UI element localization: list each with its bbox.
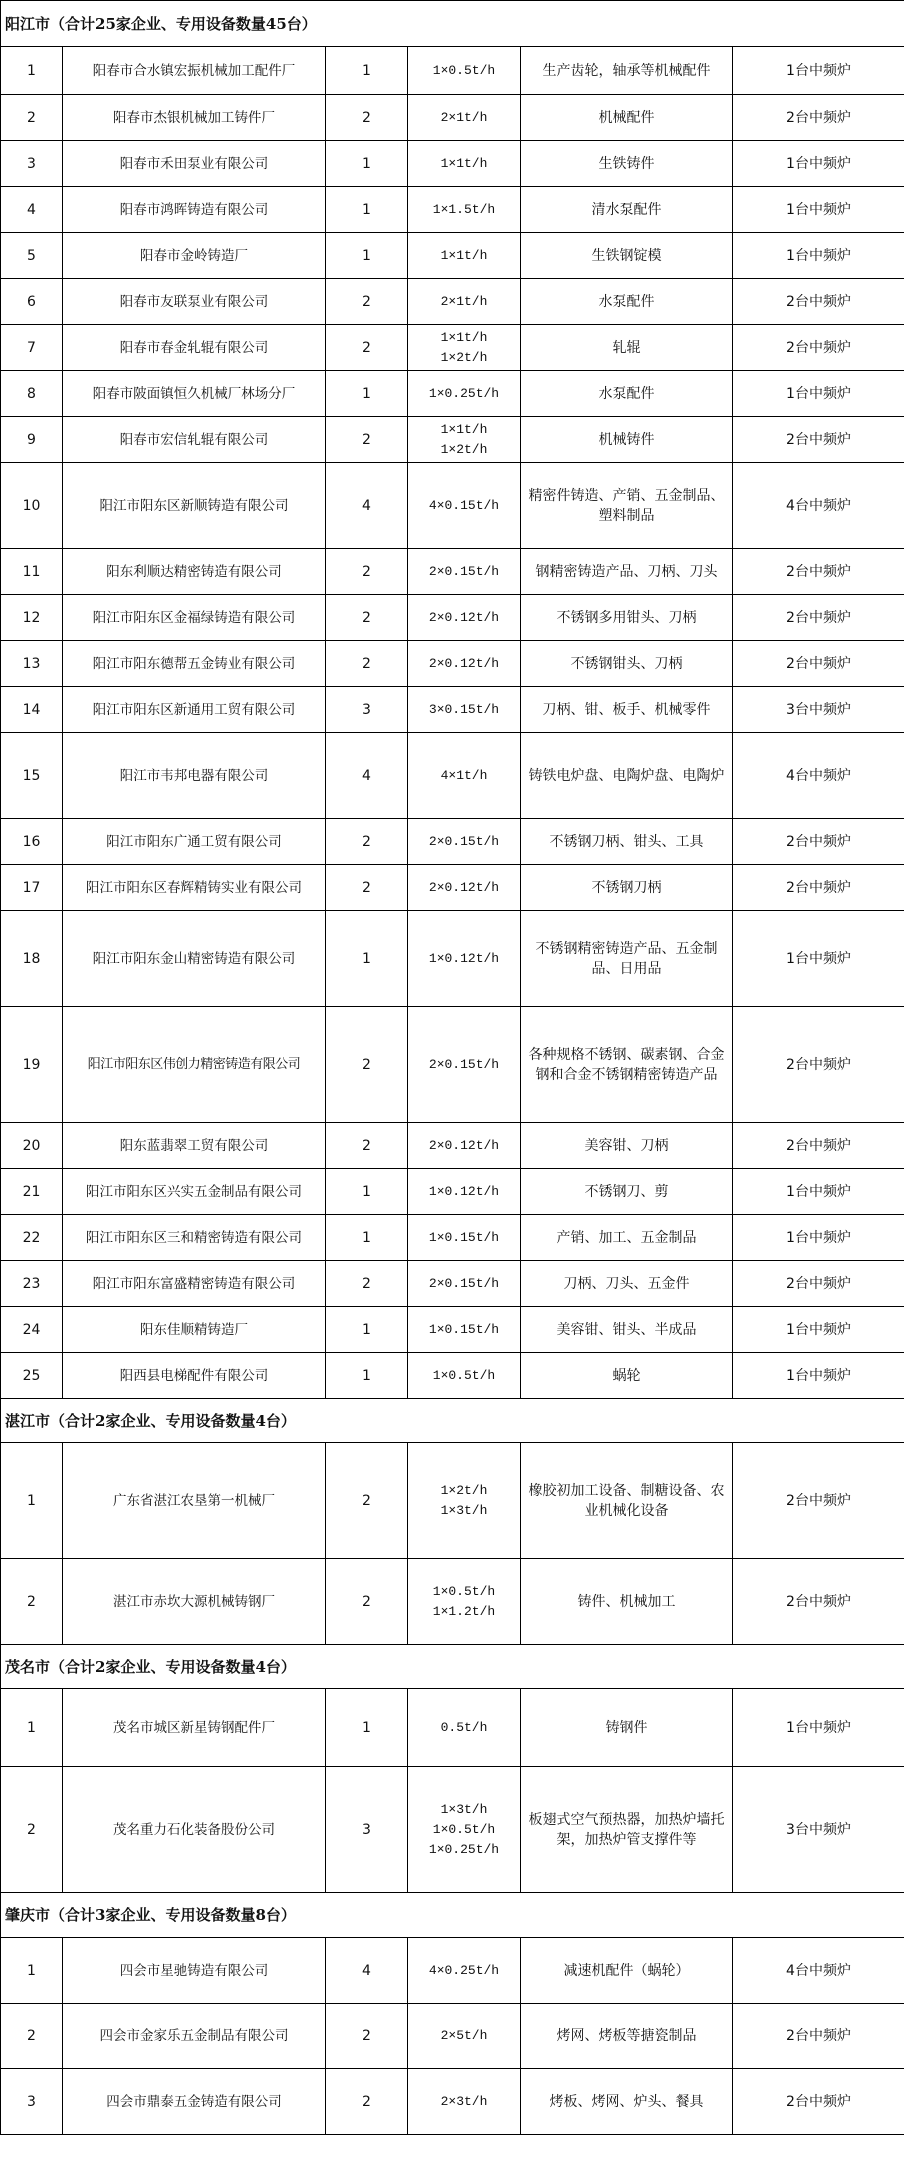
equipment-count: 2 — [326, 549, 408, 595]
equipment-spec — [408, 641, 521, 687]
product-description: 铸铁电炉盘、电陶炉盘、电陶炉 — [521, 733, 733, 819]
company-name: 阳东佳顺精铸造厂 — [63, 1307, 326, 1353]
furnace-type: 1台中频炉 — [733, 233, 904, 279]
company-name: 茂名市城区新星铸钢配件厂 — [63, 1689, 326, 1767]
product-description: 不锈钢刀柄、钳头、工具 — [521, 819, 733, 865]
section-header-row — [1, 1399, 904, 1443]
company-name: 阳江市阳东区兴实五金制品有限公司 — [63, 1169, 326, 1215]
equipment-spec — [408, 1353, 521, 1399]
spec-line: 1×2t/h — [440, 1482, 488, 1498]
equipment-spec — [408, 1123, 521, 1169]
spec-line: 1×0.5t/h — [432, 1367, 496, 1383]
table-row — [1, 417, 904, 463]
spec-line: 1×0.12t/h — [428, 950, 500, 966]
spec-line: 1×0.25t/h — [428, 385, 500, 401]
furnace-type: 2台中频炉 — [733, 2004, 904, 2069]
row-number: 11 — [1, 549, 63, 595]
row-number: 2 — [1, 2004, 63, 2069]
product-description: 烤板、烤网、炉头、餐具 — [521, 2069, 733, 2135]
spec-line: 2×1t/h — [440, 109, 488, 125]
furnace-type: 1台中频炉 — [733, 371, 904, 417]
table-row — [1, 463, 904, 549]
product-description: 机械配件 — [521, 95, 733, 141]
table-row — [1, 1559, 904, 1645]
furnace-type: 4台中频炉 — [733, 463, 904, 549]
product-description: 美容钳、钳头、半成品 — [521, 1307, 733, 1353]
row-number: 24 — [1, 1307, 63, 1353]
company-name: 阳东利顺达精密铸造有限公司 — [63, 549, 326, 595]
equipment-spec — [408, 187, 521, 233]
equipment-spec — [408, 279, 521, 325]
company-name: 茂名重力石化装备股份公司 — [63, 1767, 326, 1893]
table-row — [1, 47, 904, 95]
equipment-spec — [408, 417, 521, 463]
furnace-type: 2台中频炉 — [733, 1559, 904, 1645]
section-title: 茂名市（合计2家企业、专用设备数量4台） — [1, 1645, 904, 1689]
table-row — [1, 1353, 904, 1399]
furnace-type: 2台中频炉 — [733, 2069, 904, 2135]
equipment-count: 1 — [326, 911, 408, 1007]
equipment-spec — [408, 595, 521, 641]
spec-line: 2×0.15t/h — [428, 1056, 500, 1072]
company-name: 四会市金家乐五金制品有限公司 — [63, 2004, 326, 2069]
furnace-type: 2台中频炉 — [733, 865, 904, 911]
equipment-count: 4 — [326, 463, 408, 549]
company-name: 阳春市金岭铸造厂 — [63, 233, 326, 279]
equipment-spec — [408, 1007, 521, 1123]
row-number: 18 — [1, 911, 63, 1007]
spec-line: 1×0.15t/h — [428, 1321, 500, 1337]
furnace-type: 1台中频炉 — [733, 141, 904, 187]
row-number: 23 — [1, 1261, 63, 1307]
spec-line: 2×0.15t/h — [428, 1275, 500, 1291]
product-description: 减速机配件（蜗轮） — [521, 1938, 733, 2004]
equipment-spec — [408, 865, 521, 911]
table-row — [1, 279, 904, 325]
product-description: 美容钳、刀柄 — [521, 1123, 733, 1169]
row-number: 17 — [1, 865, 63, 911]
equipment-count: 2 — [326, 819, 408, 865]
equipment-spec — [408, 325, 521, 371]
equipment-spec — [408, 1689, 521, 1767]
product-description: 水泵配件 — [521, 279, 733, 325]
product-description: 蜗轮 — [521, 1353, 733, 1399]
equipment-count: 2 — [326, 417, 408, 463]
spec-line: 1×3t/h — [440, 1801, 488, 1817]
product-description: 水泵配件 — [521, 371, 733, 417]
product-description: 铸件、机械加工 — [521, 1559, 733, 1645]
company-name: 阳西县电梯配件有限公司 — [63, 1353, 326, 1399]
spec-line: 1×0.5t/h — [432, 1583, 496, 1599]
table-row — [1, 641, 904, 687]
row-number: 14 — [1, 687, 63, 733]
equipment-spec — [408, 911, 521, 1007]
equipment-count: 2 — [326, 641, 408, 687]
equipment-count: 2 — [326, 279, 408, 325]
row-number: 15 — [1, 733, 63, 819]
furnace-type: 2台中频炉 — [733, 417, 904, 463]
company-name: 阳春市宏信轧辊有限公司 — [63, 417, 326, 463]
company-name: 阳春市合水镇宏振机械加工配件厂 — [63, 47, 326, 95]
furnace-type: 1台中频炉 — [733, 47, 904, 95]
equipment-count: 3 — [326, 687, 408, 733]
equipment-spec — [408, 463, 521, 549]
equipment-count: 2 — [326, 1443, 408, 1559]
section-header-row — [1, 1, 904, 47]
equipment-count: 1 — [326, 1353, 408, 1399]
company-name: 阳江市阳东区春辉精铸实业有限公司 — [63, 865, 326, 911]
company-name: 阳江市阳东区新通用工贸有限公司 — [63, 687, 326, 733]
company-name: 阳春市陂面镇恒久机械厂林场分厂 — [63, 371, 326, 417]
equipment-spec — [408, 1169, 521, 1215]
furnace-type: 2台中频炉 — [733, 1123, 904, 1169]
row-number: 16 — [1, 819, 63, 865]
table-row — [1, 325, 904, 371]
row-number: 1 — [1, 1689, 63, 1767]
furnace-type: 1台中频炉 — [733, 1689, 904, 1767]
equipment-count: 2 — [326, 2069, 408, 2135]
furnace-type: 2台中频炉 — [733, 95, 904, 141]
company-name: 四会市鼎泰五金铸造有限公司 — [63, 2069, 326, 2135]
table-row — [1, 1007, 904, 1123]
product-description: 轧辊 — [521, 325, 733, 371]
equipment-count: 2 — [326, 325, 408, 371]
row-number: 22 — [1, 1215, 63, 1261]
equipment-count: 2 — [326, 2004, 408, 2069]
equipment-count: 2 — [326, 1559, 408, 1645]
row-number: 7 — [1, 325, 63, 371]
row-number: 8 — [1, 371, 63, 417]
furnace-type: 1台中频炉 — [733, 1169, 904, 1215]
equipment-spec — [408, 1215, 521, 1261]
spec-line: 2×1t/h — [440, 293, 488, 309]
company-name: 阳春市友联泵业有限公司 — [63, 279, 326, 325]
row-number: 20 — [1, 1123, 63, 1169]
furnace-type: 1台中频炉 — [733, 911, 904, 1007]
row-number: 6 — [1, 279, 63, 325]
spec-line: 3×0.15t/h — [428, 701, 500, 717]
company-name: 阳江市阳东广通工贸有限公司 — [63, 819, 326, 865]
company-name: 阳江市阳东区伟创力精密铸造有限公司 — [63, 1007, 326, 1123]
company-name: 阳春市鸿晖铸造有限公司 — [63, 187, 326, 233]
spec-line: 1×0.12t/h — [428, 1183, 500, 1199]
table-row — [1, 1767, 904, 1893]
company-name: 阳春市春金轧辊有限公司 — [63, 325, 326, 371]
equipment-count: 1 — [326, 1215, 408, 1261]
spec-line: 2×0.12t/h — [428, 609, 500, 625]
equipment-count: 1 — [326, 47, 408, 95]
furnace-type: 2台中频炉 — [733, 1443, 904, 1559]
table-row — [1, 141, 904, 187]
equipment-spec — [408, 819, 521, 865]
furnace-type: 2台中频炉 — [733, 1007, 904, 1123]
product-description: 烤网、烤板等搪瓷制品 — [521, 2004, 733, 2069]
equipment-count: 1 — [326, 187, 408, 233]
spec-line: 1×1t/h — [440, 329, 488, 345]
product-description: 钢精密铸造产品、刀柄、刀头 — [521, 549, 733, 595]
equipment-spec — [408, 1261, 521, 1307]
product-description: 生产齿轮，轴承等机械配件 — [521, 47, 733, 95]
equipment-spec — [408, 1307, 521, 1353]
company-name: 阳春市杰银机械加工铸件厂 — [63, 95, 326, 141]
furnace-type: 2台中频炉 — [733, 819, 904, 865]
furnace-type: 1台中频炉 — [733, 1215, 904, 1261]
product-description: 生铁钢锭模 — [521, 233, 733, 279]
section-title: 湛江市（合计2家企业、专用设备数量4台） — [1, 1399, 904, 1443]
row-number: 25 — [1, 1353, 63, 1399]
spec-line: 0.5t/h — [440, 1719, 488, 1735]
company-name: 阳江市阳东金山精密铸造有限公司 — [63, 911, 326, 1007]
product-description: 不锈钢刀柄 — [521, 865, 733, 911]
equipment-count: 1 — [326, 233, 408, 279]
table-row — [1, 911, 904, 1007]
product-description: 刀柄、钳、板手、机械零件 — [521, 687, 733, 733]
company-name: 四会市星驰铸造有限公司 — [63, 1938, 326, 2004]
furnace-type: 3台中频炉 — [733, 1767, 904, 1893]
company-name: 阳春市禾田泵业有限公司 — [63, 141, 326, 187]
equipment-spec — [408, 1938, 521, 2004]
row-number: 12 — [1, 595, 63, 641]
product-description: 清水泵配件 — [521, 187, 733, 233]
spec-line: 2×0.12t/h — [428, 655, 500, 671]
furnace-type: 2台中频炉 — [733, 641, 904, 687]
spec-line: 2×0.12t/h — [428, 879, 500, 895]
table-row — [1, 1938, 904, 2004]
row-number: 2 — [1, 1559, 63, 1645]
spec-line: 4×0.25t/h — [428, 1962, 500, 1978]
equipment-count: 1 — [326, 1689, 408, 1767]
section-title: 肇庆市（合计3家企业、专用设备数量8台） — [1, 1893, 904, 1938]
equipment-spec — [408, 1559, 521, 1645]
equipment-count: 1 — [326, 371, 408, 417]
spec-line: 1×2t/h — [440, 441, 488, 457]
product-description: 刀柄、刀头、五金件 — [521, 1261, 733, 1307]
equipment-count: 2 — [326, 1261, 408, 1307]
product-description: 铸钢件 — [521, 1689, 733, 1767]
row-number: 1 — [1, 1443, 63, 1559]
company-name: 阳江市阳东区金福绿铸造有限公司 — [63, 595, 326, 641]
spec-line: 4×1t/h — [440, 767, 488, 783]
row-number: 2 — [1, 1767, 63, 1893]
spec-line: 1×3t/h — [440, 1502, 488, 1518]
section-header-row — [1, 1893, 904, 1938]
table-row — [1, 1169, 904, 1215]
row-number: 2 — [1, 95, 63, 141]
table-row — [1, 95, 904, 141]
equipment-spec — [408, 233, 521, 279]
table-row — [1, 1689, 904, 1767]
table-row — [1, 549, 904, 595]
spec-line: 2×0.15t/h — [428, 833, 500, 849]
furnace-type: 2台中频炉 — [733, 549, 904, 595]
product-description: 不锈钢钳头、刀柄 — [521, 641, 733, 687]
company-name: 湛江市赤坎大源机械铸钢厂 — [63, 1559, 326, 1645]
equipment-spec — [408, 2069, 521, 2135]
equipment-spec — [408, 1767, 521, 1893]
spec-line: 1×1t/h — [440, 421, 488, 437]
spec-line: 1×0.25t/h — [428, 1841, 500, 1857]
equipment-count: 2 — [326, 865, 408, 911]
spec-line: 1×2t/h — [440, 349, 488, 365]
row-number: 3 — [1, 141, 63, 187]
row-number: 4 — [1, 187, 63, 233]
table-row — [1, 733, 904, 819]
spec-line: 1×0.5t/h — [432, 1821, 496, 1837]
equipment-count: 1 — [326, 1169, 408, 1215]
furnace-type: 3台中频炉 — [733, 687, 904, 733]
product-description: 橡胶初加工设备、制糖设备、农业机械化设备 — [521, 1443, 733, 1559]
product-description: 精密件铸造、产销、五金制品、塑料制品 — [521, 463, 733, 549]
table-row — [1, 819, 904, 865]
section-header-row — [1, 1645, 904, 1689]
product-description: 不锈钢多用钳头、刀柄 — [521, 595, 733, 641]
table-row — [1, 1261, 904, 1307]
furnace-type: 1台中频炉 — [733, 1353, 904, 1399]
table-row — [1, 1123, 904, 1169]
equipment-count: 2 — [326, 1123, 408, 1169]
section-title: 阳江市（合计25家企业、专用设备数量45台） — [1, 1, 904, 47]
row-number: 3 — [1, 2069, 63, 2135]
equipment-spec — [408, 371, 521, 417]
equipment-spec — [408, 2004, 521, 2069]
row-number: 19 — [1, 1007, 63, 1123]
spec-line: 4×0.15t/h — [428, 497, 500, 513]
equipment-count: 3 — [326, 1767, 408, 1893]
spec-line: 1×1.2t/h — [432, 1603, 496, 1619]
table-row — [1, 595, 904, 641]
furnace-type: 2台中频炉 — [733, 325, 904, 371]
table-row — [1, 371, 904, 417]
equipment-count: 1 — [326, 1307, 408, 1353]
company-name: 广东省湛江农垦第一机械厂 — [63, 1443, 326, 1559]
company-name: 阳东蓝翡翠工贸有限公司 — [63, 1123, 326, 1169]
equipment-spec — [408, 733, 521, 819]
table-row — [1, 687, 904, 733]
company-name: 阳江市阳东区三和精密铸造有限公司 — [63, 1215, 326, 1261]
table-row — [1, 1443, 904, 1559]
table-row — [1, 865, 904, 911]
row-number: 9 — [1, 417, 63, 463]
company-name: 阳江市阳东富盛精密铸造有限公司 — [63, 1261, 326, 1307]
equipment-count: 2 — [326, 595, 408, 641]
furnace-type: 4台中频炉 — [733, 1938, 904, 2004]
table-row — [1, 2069, 904, 2135]
row-number: 5 — [1, 233, 63, 279]
equipment-spec — [408, 47, 521, 95]
furnace-type: 4台中频炉 — [733, 733, 904, 819]
equipment-count: 4 — [326, 1938, 408, 2004]
furnace-type: 1台中频炉 — [733, 1307, 904, 1353]
equipment-spec — [408, 95, 521, 141]
product-description: 不锈钢精密铸造产品、五金制品、日用品 — [521, 911, 733, 1007]
spec-line: 2×0.12t/h — [428, 1137, 500, 1153]
product-description: 生铁铸件 — [521, 141, 733, 187]
spec-line: 1×1.5t/h — [432, 201, 496, 217]
furnace-type: 1台中频炉 — [733, 187, 904, 233]
spec-line: 2×5t/h — [440, 2028, 488, 2043]
equipment-spec — [408, 549, 521, 595]
spec-line: 1×1t/h — [440, 247, 488, 263]
table-row — [1, 1307, 904, 1353]
spec-line: 1×1t/h — [440, 155, 488, 171]
product-description: 不锈钢刀、剪 — [521, 1169, 733, 1215]
table-row — [1, 187, 904, 233]
spec-line: 2×0.15t/h — [428, 563, 500, 579]
equipment-count: 2 — [326, 95, 408, 141]
equipment-spec — [408, 1443, 521, 1559]
equipment-spec — [408, 141, 521, 187]
product-description: 机械铸件 — [521, 417, 733, 463]
product-description: 产销、加工、五金制品 — [521, 1215, 733, 1261]
table-row — [1, 1215, 904, 1261]
row-number: 21 — [1, 1169, 63, 1215]
row-number: 10 — [1, 463, 63, 549]
company-name: 阳江市阳东德帮五金铸业有限公司 — [63, 641, 326, 687]
table-row — [1, 2004, 904, 2069]
spec-line: 2×3t/h — [440, 2093, 488, 2109]
company-name: 阳江市韦邦电器有限公司 — [63, 733, 326, 819]
spec-line: 1×0.15t/h — [428, 1229, 500, 1245]
product-description: 板翅式空气预热器，加热炉墙托架，加热炉管支撑件等 — [521, 1767, 733, 1893]
row-number: 1 — [1, 1938, 63, 2004]
equipment-count: 4 — [326, 733, 408, 819]
furnace-type: 2台中频炉 — [733, 1261, 904, 1307]
product-description: 各种规格不锈钢、碳素钢、合金钢和合金不锈钢精密铸造产品 — [521, 1007, 733, 1123]
company-name: 阳江市阳东区新顺铸造有限公司 — [63, 463, 326, 549]
row-number: 1 — [1, 47, 63, 95]
furnace-type: 2台中频炉 — [733, 279, 904, 325]
furnace-type: 2台中频炉 — [733, 595, 904, 641]
equipment-count: 1 — [326, 141, 408, 187]
equipment-count: 2 — [326, 1007, 408, 1123]
spec-line: 1×0.5t/h — [432, 62, 496, 78]
table-row — [1, 233, 904, 279]
equipment-spec — [408, 687, 521, 733]
row-number: 13 — [1, 641, 63, 687]
